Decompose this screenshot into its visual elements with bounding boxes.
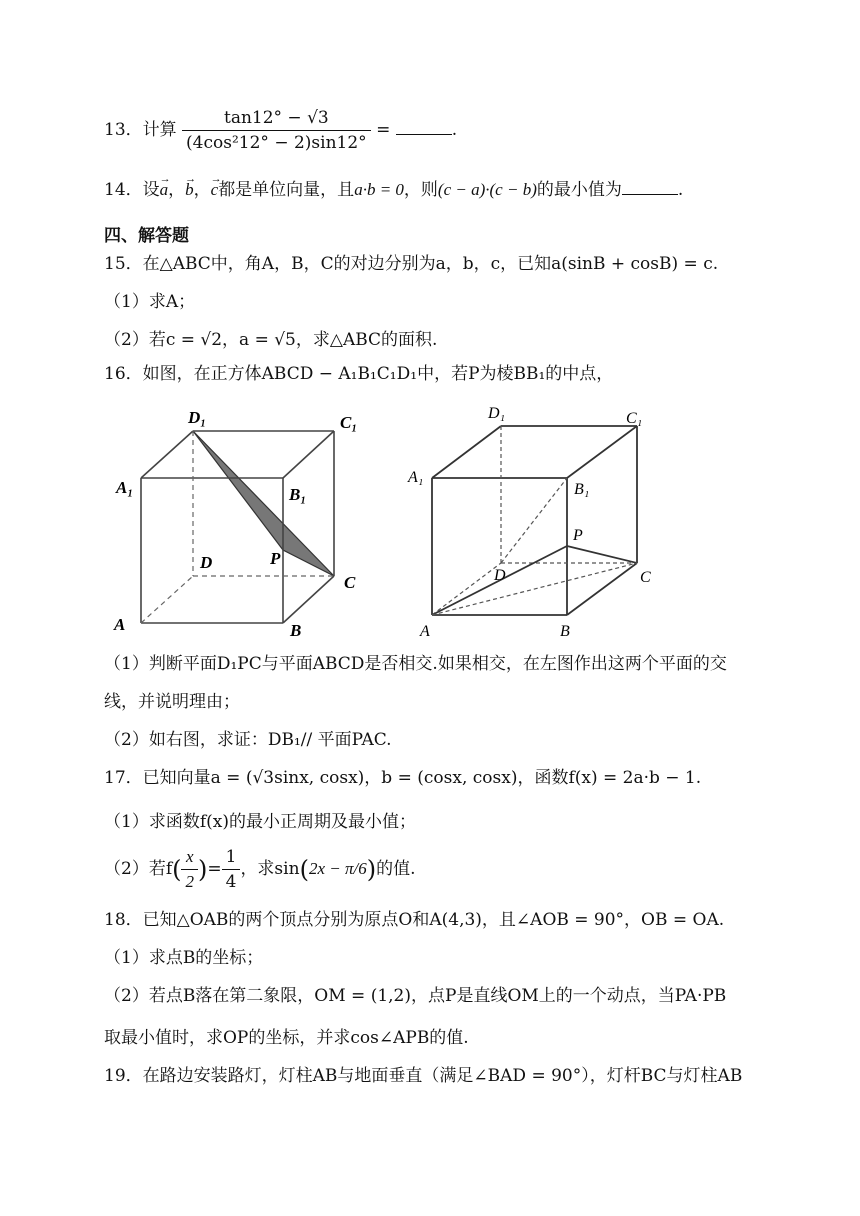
label-c1: C₁	[626, 410, 643, 427]
question-16-part-1-cont: 线，并说明理由；	[104, 692, 240, 712]
label-c: C	[344, 573, 356, 592]
label-b1: B₁	[289, 485, 307, 504]
answer-blank	[396, 118, 452, 135]
question-16: 16．如图，在正方体ABCD − A₁B₁C₁D₁中，若P为棱BB₁的中点，	[104, 364, 614, 384]
label-a: A	[114, 615, 126, 634]
question-17: 17．已知向量a = (√3sinx, cosx)，b = (cosx, cosx)，函数f(x) = 2a·b − 1.	[104, 768, 702, 788]
section-title: 四、解答题	[104, 226, 189, 246]
label-c: C	[640, 569, 651, 586]
label-p: P	[573, 527, 583, 544]
label-b: B	[560, 623, 570, 640]
label-d1: D₁	[488, 405, 506, 422]
question-13: 13．计算 $\frac{\tan 12^\circ - √3}{\text{(4cos²12° − 2)sin12°}}$ = .	[104, 108, 458, 153]
label-a: A	[420, 623, 430, 640]
question-18-part-2-cont: 取最小值时，求OP的坐标，并求cos∠APB的值.	[104, 1028, 469, 1048]
label-d: D	[200, 553, 213, 572]
question-18-part-2: （2）若点B落在第二象限，OM = (1,2)，点P是直线OM上的一个动点，当PA·PB	[104, 986, 727, 1006]
cube-figure-left	[100, 398, 380, 642]
label-d: D	[494, 567, 506, 584]
cube-figure-right	[400, 398, 680, 642]
question-15-part-1: （1）求A；	[104, 292, 196, 312]
label-a1: A₁	[408, 469, 424, 486]
label-c1: C₁	[340, 413, 358, 432]
question-19: 19．在路边安装路灯，灯柱AB与地面垂直（满足∠BAD = 90°），灯杆BC与灯柱AB	[104, 1066, 743, 1086]
label-d1: D₁	[188, 408, 207, 427]
question-16-part-1: （1）判断平面D₁PC与平面ABCD是否相交.如果相交，在左图作出这两个平面的交	[104, 654, 727, 674]
question-17-part-2: （2）若f( $\frac{x}{2}$ )= $\frac{1}{4}$ ，求sin(2x − π/6)的值.	[104, 847, 416, 892]
label-a1: A₁	[116, 478, 134, 497]
question-15-part-2: （2）若c = √2，a = √5，求△ABC的面积.	[104, 330, 438, 350]
question-15: 15．在△ABC中，角A，B，C的对边分别为a，b，c，已知a(sinB + cosB) = c.	[104, 254, 719, 274]
fraction: $\frac{\tan 12^\circ - √3}{\text{(4cos²12° − 2)sin12°}}$	[182, 106, 371, 155]
question-14: 14．设→ a，→ b，→ c都是单位向量，且a·b = 0，则(c − a)·(c − b)的最小值为 .	[104, 178, 683, 202]
label-b1: B₁	[574, 481, 590, 498]
label-p: P	[270, 549, 281, 568]
question-18-part-1: （1）求点B的坐标；	[104, 948, 264, 968]
answer-blank	[622, 178, 678, 195]
question-18: 18．已知△OAB的两个顶点分别为原点O和A(4,3)，且∠AOB = 90°，OB = OA.	[104, 910, 725, 930]
question-16-part-2: （2）如右图，求证：DB₁// 平面PAC.	[104, 730, 392, 750]
question-17-part-1: （1）求函数f(x)的最小正周期及最小值；	[104, 812, 416, 832]
label-b: B	[290, 621, 302, 640]
